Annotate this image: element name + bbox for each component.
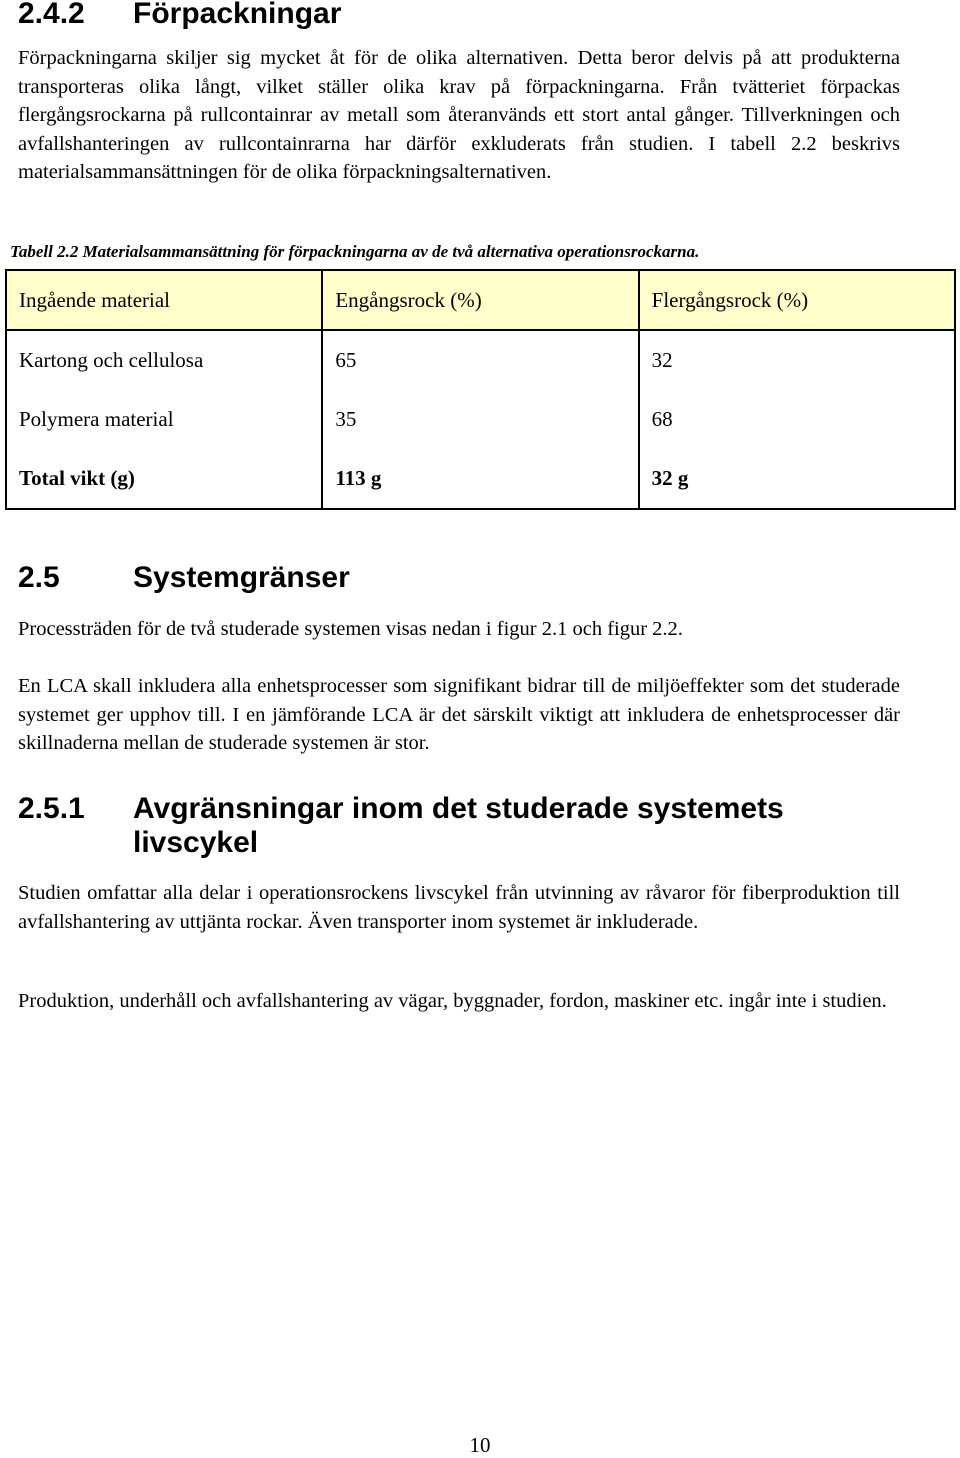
column-header: Engångsrock (%) <box>322 270 638 330</box>
material-table <box>5 269 956 510</box>
process-trees-paragraph: Processträden för de två studerade systemen visas nedan i figur 2.1 och figur 2.2. <box>18 618 683 640</box>
table-cell: 32 <box>639 330 955 390</box>
section-title-line-2: livscykel <box>133 826 259 859</box>
table-row <box>6 330 955 390</box>
table-row <box>6 390 955 449</box>
table-cell: Polymera material <box>6 390 322 449</box>
table-cell: Kartong och cellulosa <box>6 330 322 390</box>
table-cell: 113 g <box>322 449 638 509</box>
section-heading-2-5-1 <box>18 792 784 826</box>
table-cell: 35 <box>322 390 638 449</box>
table-total-row <box>6 449 955 509</box>
section-heading-2-4-2 <box>18 0 341 31</box>
section-title: Systemgränser <box>133 561 350 594</box>
table-cell: 32 g <box>639 449 955 509</box>
section-number: 2.5 <box>18 561 60 594</box>
section-number: 2.4.2 <box>18 0 85 30</box>
section-title-line-1: Avgränsningar inom det studerade systemets <box>133 792 784 825</box>
table-caption: Tabell 2.2 Materialsammansättning för förpackningarna av de två alternativa operationsrockarna. <box>10 242 700 261</box>
lca-paragraph: En LCA skall inkludera alla enhetsprocesser som signifikant bidrar till de miljöeffekter som det studerade systemet ger upphov till. I en jämförande LCA är det särskilt viktigt att inkludera de enhetsprocesser där skillnaderna mellan de studerade systemen är stor. <box>18 675 900 755</box>
table-cell: 65 <box>322 330 638 390</box>
section-title: Förpackningar <box>133 0 342 30</box>
section-heading-2-5-1-continued <box>133 826 258 860</box>
section-number: 2.5.1 <box>18 792 85 825</box>
scope-paragraph: Studien omfattar alla delar i operationsrockens livscykel från utvinning av råvaror för fiberproduktion till avfallshantering av uttjänta rockar. Även transporter inom systemet är inkluderade. <box>18 882 900 933</box>
column-header: Ingående material <box>6 270 322 330</box>
table-cell: 68 <box>639 390 955 449</box>
column-header: Flergångsrock (%) <box>639 270 955 330</box>
exclusions-paragraph: Produktion, underhåll och avfallshantering av vägar, byggnader, fordon, maskiner etc. ingår inte i studien. <box>18 990 887 1012</box>
section-heading-2-5 <box>18 561 350 595</box>
packaging-paragraph: Förpackningarna skiljer sig mycket åt för de olika alternativen. Detta beror delvis på att produkterna transporteras olika långt, vilket ställer olika krav på förpackningarna. Från tvätteriet förpackas flergångsrockarna på rullcontainrar av metall som återanvänds ett stort antal gånger. Tillverkningen och avfallshanteringen av rullcontainrarna har därför exkluderats från studien. I tabell 2.2 beskrivs materialsammansättningen för de olika förpackningsalternativen. <box>18 47 900 184</box>
table-header-row <box>6 270 955 330</box>
table-cell: Total vikt (g) <box>6 449 322 509</box>
page-number: 10 <box>469 1433 491 1457</box>
